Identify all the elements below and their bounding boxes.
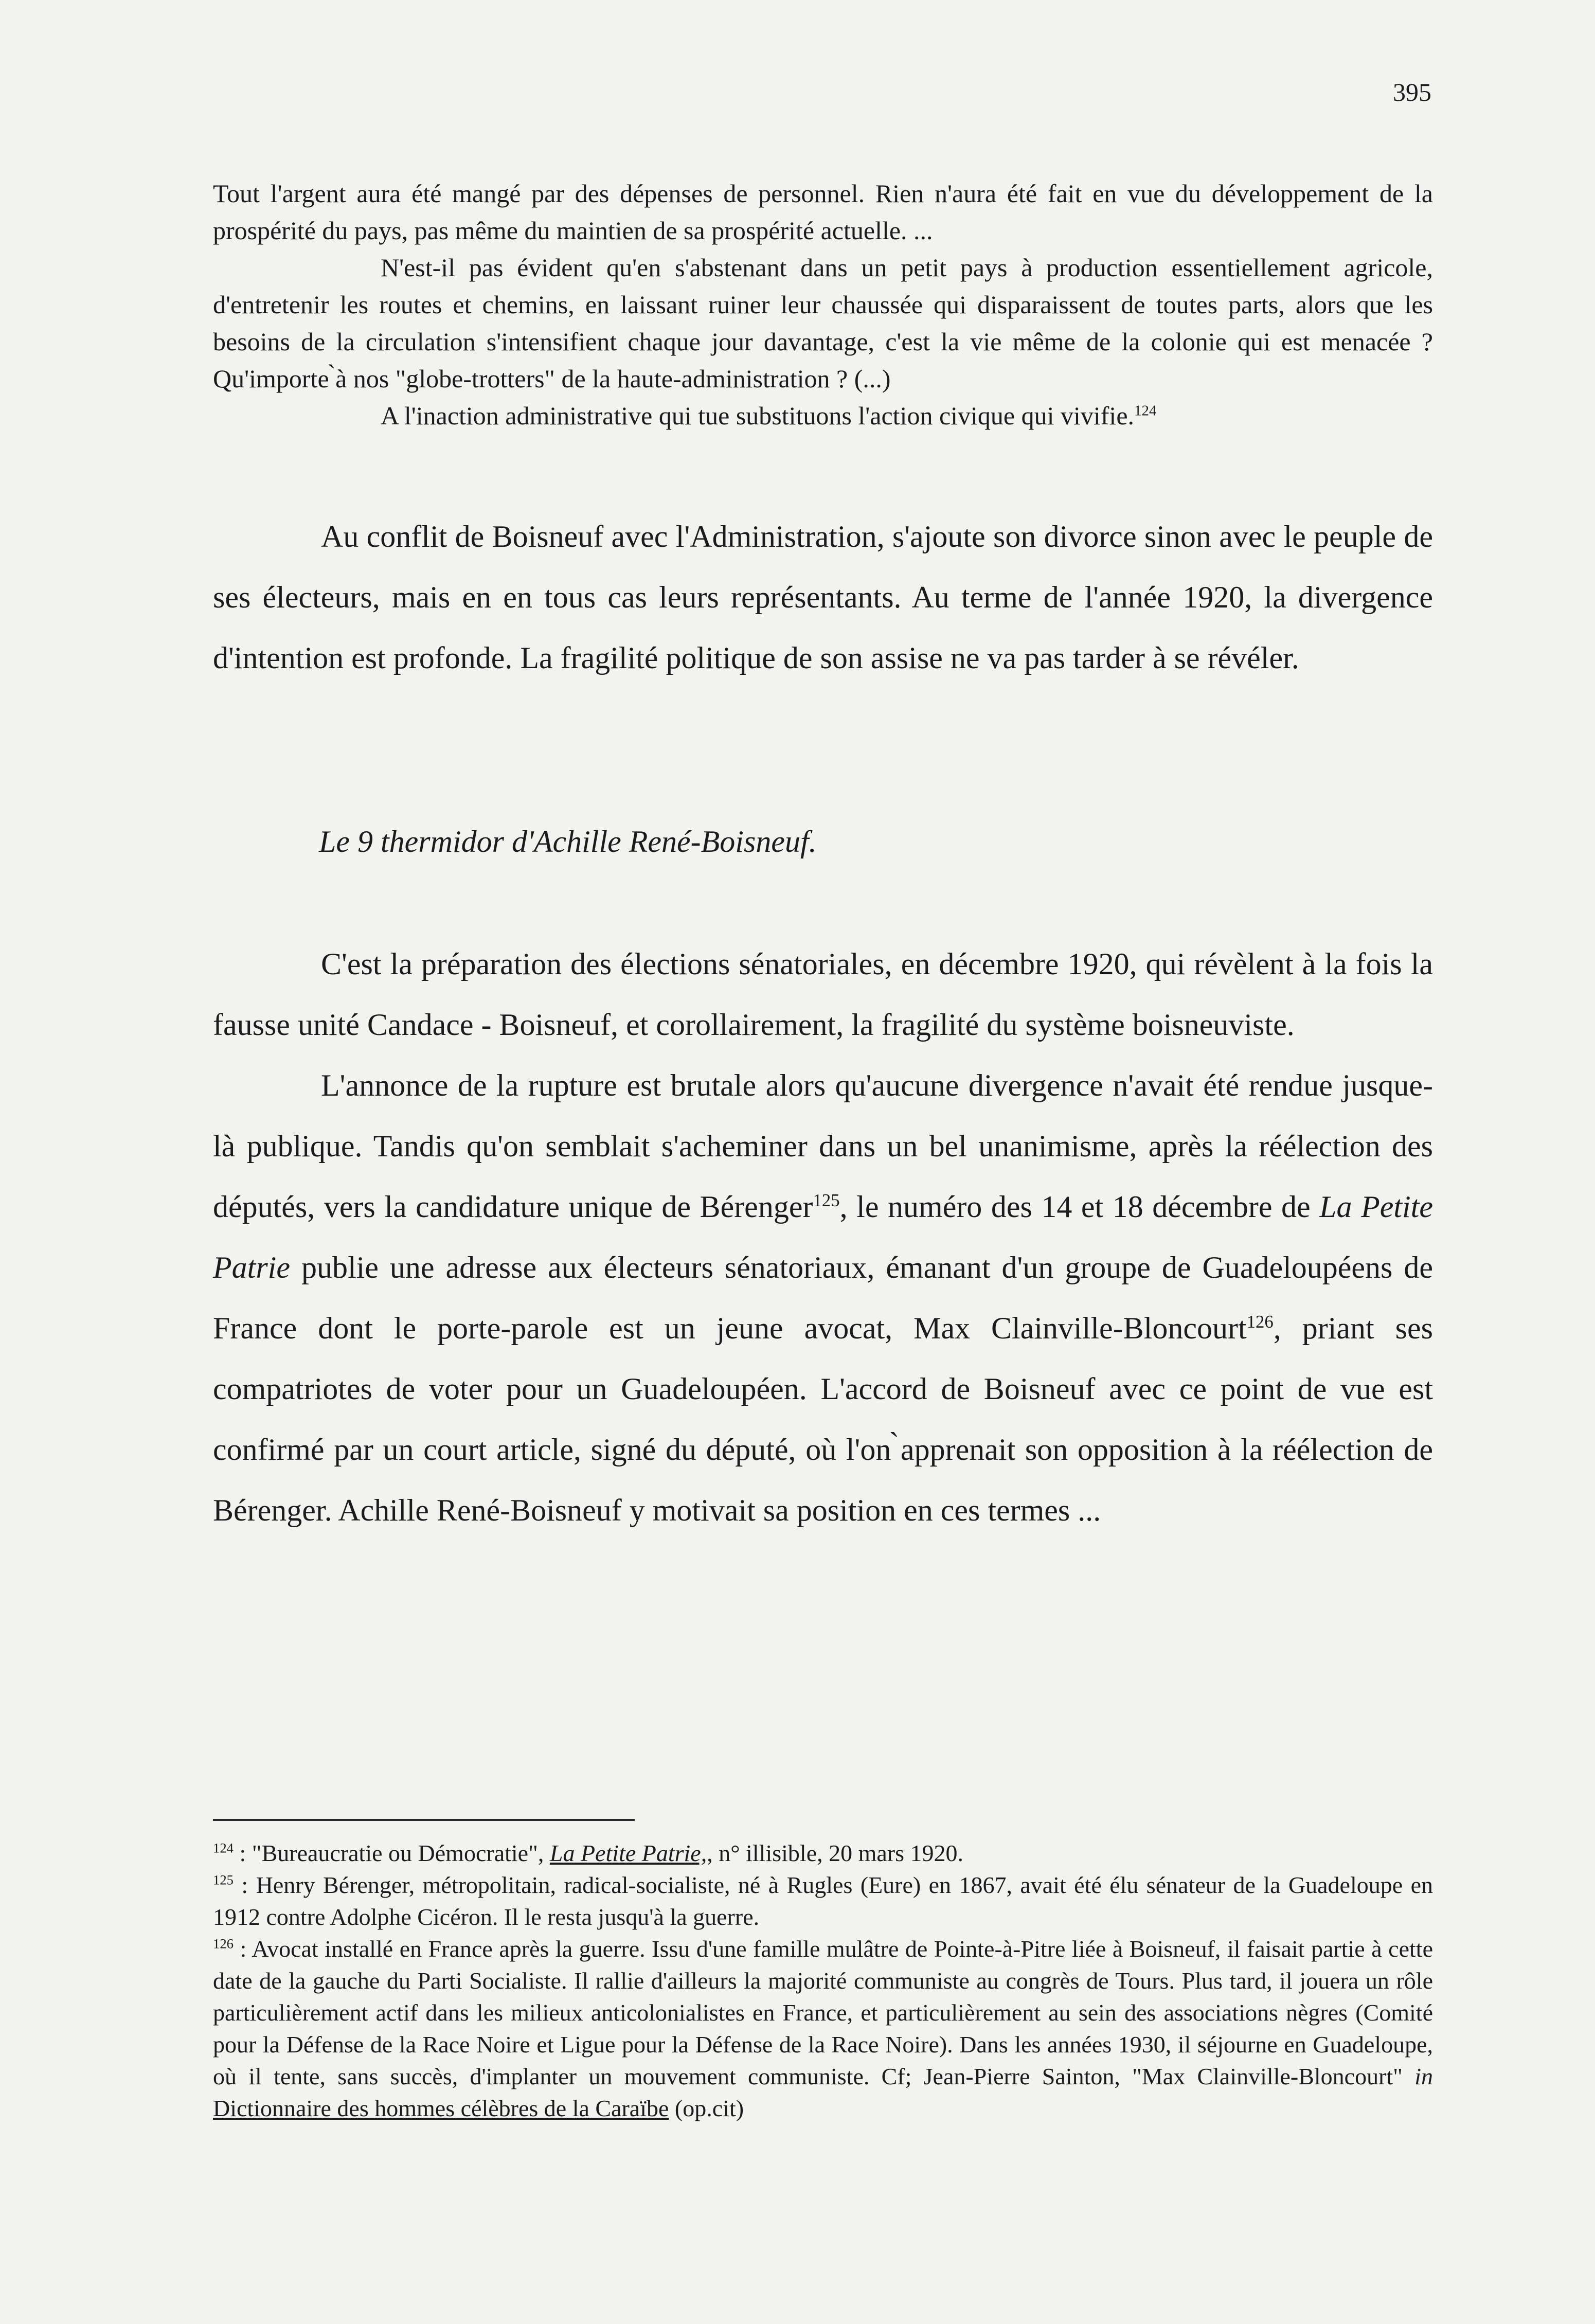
journal-title: La Petite Patrie <box>213 1190 1433 1284</box>
body-paragraph: Au conflit de Boisneuf avec l'Administration, s'ajoute son divorce sinon avec le peuple de ses électeurs, mais en en tous cas leurs représentants. Au terme de l'année 1920, la divergence d'intention est profonde. La fragilité politique de son assise ne va pas tarder à se révéler. <box>213 520 1433 675</box>
body-text: L'annonce de la rupture est brutale alors qu'aucune divergence n'avait été rendue jusque-là publique. Tandis qu'on semblait s'acheminer dans un bel unanimisme, après la réélection des députés, vers la candidature unique de Bérenger <box>213 1068 1433 1224</box>
quote-paragraph: Tout l'argent aura été mangé par des dépenses de personnel. Rien n'aura été fait en vue du développement de la prospérité du pays, pas même du maintien de sa prospérité actuelle. ... <box>213 179 1433 245</box>
footnote-number: 126 <box>213 1936 234 1952</box>
footnote-italic: in <box>1414 2063 1433 2089</box>
body-text-1 <box>213 506 1433 688</box>
body-text: publie une adresse aux électeurs sénatoriaux, émanant d'un groupe de Guadeloupéens de France dont le porte-parole est un jeune avocat, Max Clainville-Bloncourt <box>213 1250 1433 1345</box>
footnote-reference[interactable]: 124 <box>1134 402 1157 419</box>
footnote-text: , n° illisible, 20 mars 1920. <box>707 1840 964 1866</box>
footnote-number: 125 <box>213 1872 234 1888</box>
reference-title: Dictionnaire des hommes célèbres de la Caraïbe <box>213 2095 669 2121</box>
body-paragraph: C'est la préparation des élections sénatoriales, en décembre 1920, qui révèlent à la fois la fausse unité Candace - Boisneuf, et corollairement, la fragilité du système boisneuviste. <box>213 947 1433 1042</box>
footnote-126 <box>213 1933 1433 2124</box>
footnote-text: : Henry Bérenger, métropolitain, radical-socialiste, né à Rugles (Eure) en 1867, avait été élu sénateur de la Guadeloupe en 1912 contre Adolphe Cicéron. Il le resta jusqu'à la guerre. <box>213 1872 1433 1930</box>
body-text-2 <box>213 934 1433 1541</box>
footnote-text: : "Bureaucratie ou Démocratie", <box>234 1840 550 1866</box>
quote-text: A l'inaction administrative qui tue substituons l'action civique qui vivifie. <box>381 401 1135 430</box>
body-text: , priant ses compatriotes de voter pour un Guadeloupéen. L'accord de Boisneuf avec ce point de vue est confirmé par un court article, signé du député, où l'on ̀apprenait son opposition à la réélection de Bérenger. Achille René-Boisneuf y motivait sa position en ces termes ... <box>213 1311 1433 1527</box>
body-text: , le numéro des 14 et 18 décembre de <box>839 1190 1320 1224</box>
journal-title: La Petite Patrie, <box>549 1840 707 1866</box>
section-title: Le 9 thermidor d'Achille René-Boisneuf. <box>319 825 817 859</box>
footnote-125 <box>213 1869 1433 1933</box>
footnote-text: : Avocat installé en France après la guerre. Issu d'une famille mulâtre de Pointe-à-Pitre liée à Boisneuf, il faisait partie à cette date de la gauche du Parti Socialiste. Il rallie d'ailleurs la majorité communiste au congrès de Tours. Plus tard, il jouera un rôle particulièrement actif dans les milieux anticolonialistes en France, et particulièrement au sein des associations nègres (Comité pour la Défense de la Race Noire et Ligue pour la Défense de la Race Noire). Dans les années 1930, il séjourne en Guadeloupe, où il tente, sans succès, d'implanter un mouvement communiste. Cf; Jean-Pierre Sainton, "Max Clainville-Bloncourt" <box>213 1936 1433 2089</box>
page-number: 395 <box>1393 78 1431 106</box>
footnote-reference[interactable]: 125 <box>813 1190 840 1210</box>
block-quote <box>213 175 1433 434</box>
quote-paragraph: N'est-il pas évident qu'en s'abstenant dans un petit pays à production essentiellement agricole, d'entretenir les routes et chemins, en laissant ruiner leur chaussée qui disparaissent de toutes parts, alors que les besoins de la circulation s'intensifient chaque jour davantage, c'est la vie même de la colonie qui est menacée ? Qu'importe ̀à nos "globe-trotters" de la haute-administration ? (...) <box>213 253 1433 393</box>
footnote-reference[interactable]: 126 <box>1246 1312 1274 1332</box>
footnotes <box>213 1837 1433 2124</box>
footnote-number: 124 <box>213 1840 234 1856</box>
footnote-text: (op.cit) <box>669 2095 744 2121</box>
quote-paragraph <box>213 397 1433 434</box>
footnote-124 <box>213 1837 1433 1869</box>
footnote-separator <box>213 1819 635 1821</box>
body-paragraph <box>213 1055 1433 1541</box>
